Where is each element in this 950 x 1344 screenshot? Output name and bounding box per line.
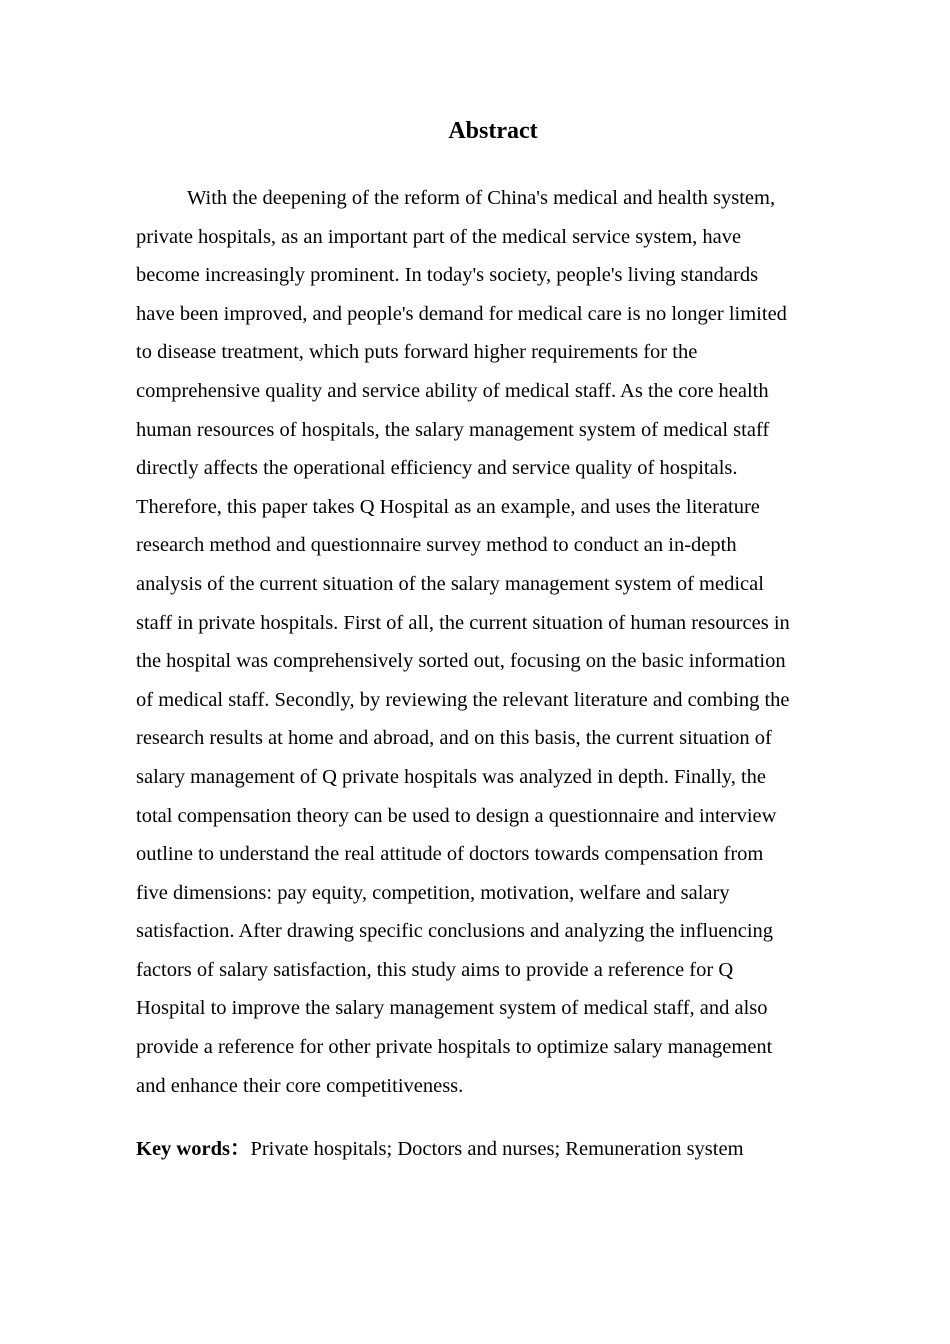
abstract-line: research results at home and abroad, and on this basis, the current situation of [136,727,772,750]
abstract-line: comprehensive quality and service ability of medical staff. As the core health [136,379,769,402]
keywords-label: Key words： [136,1138,251,1160]
abstract-line: human resources of hospitals, the salary management system of medical staff [136,418,770,441]
abstract-line: of medical staff. Secondly, by reviewing the relevant literature and combing the [136,688,790,711]
abstract-line: factors of salary satisfaction, this study aims to provide a reference for Q [136,958,734,981]
abstract-line: research method and questionnaire survey method to conduct an in-depth [136,534,737,557]
abstract-paragraph [136,179,852,1105]
abstract-line: private hospitals, as an important part of the medical service system, have [136,225,742,248]
abstract-line: Therefore, this paper takes Q Hospital as an example, and uses the literature [136,495,760,518]
abstract-line: and enhance their core competitiveness. [136,1074,464,1097]
abstract-line: Hospital to improve the salary management system of medical staff, and also [136,997,768,1020]
abstract-line: analysis of the current situation of the salary management system of medical [136,572,764,595]
abstract-line: five dimensions: pay equity, competition, motivation, welfare and salary [136,881,730,904]
abstract-line: outline to understand the real attitude of doctors towards compensation from [136,843,764,866]
abstract-line: satisfaction. After drawing specific conclusions and analyzing the influencing [136,920,774,943]
abstract-line: have been improved, and people's demand for medical care is no longer limited [136,302,787,325]
keywords-text: Private hospitals; Doctors and nurses; Remuneration system [250,1138,744,1160]
abstract-line: become increasingly prominent. In today's society, people's living standards [136,264,759,287]
abstract-line: With the deepening of the reform of China's medical and health system, [187,187,776,209]
abstract-line: to disease treatment, which puts forward higher requirements for the [136,341,698,364]
abstract-line: salary management of Q private hospitals was analyzed in depth. Finally, the [136,765,767,788]
abstract-line: provide a reference for other private hospitals to optimize salary management [136,1036,773,1059]
abstract-line: the hospital was comprehensively sorted out, focusing on the basic information [136,650,786,673]
keywords [136,1130,852,1168]
page-title: Abstract [448,118,538,144]
abstract-line: staff in private hospitals. First of all, the current situation of human resources in [136,611,790,634]
abstract-line: total compensation theory can be used to design a questionnaire and interview [136,804,777,827]
abstract-line: directly affects the operational efficiency and service quality of hospitals. [136,457,738,480]
